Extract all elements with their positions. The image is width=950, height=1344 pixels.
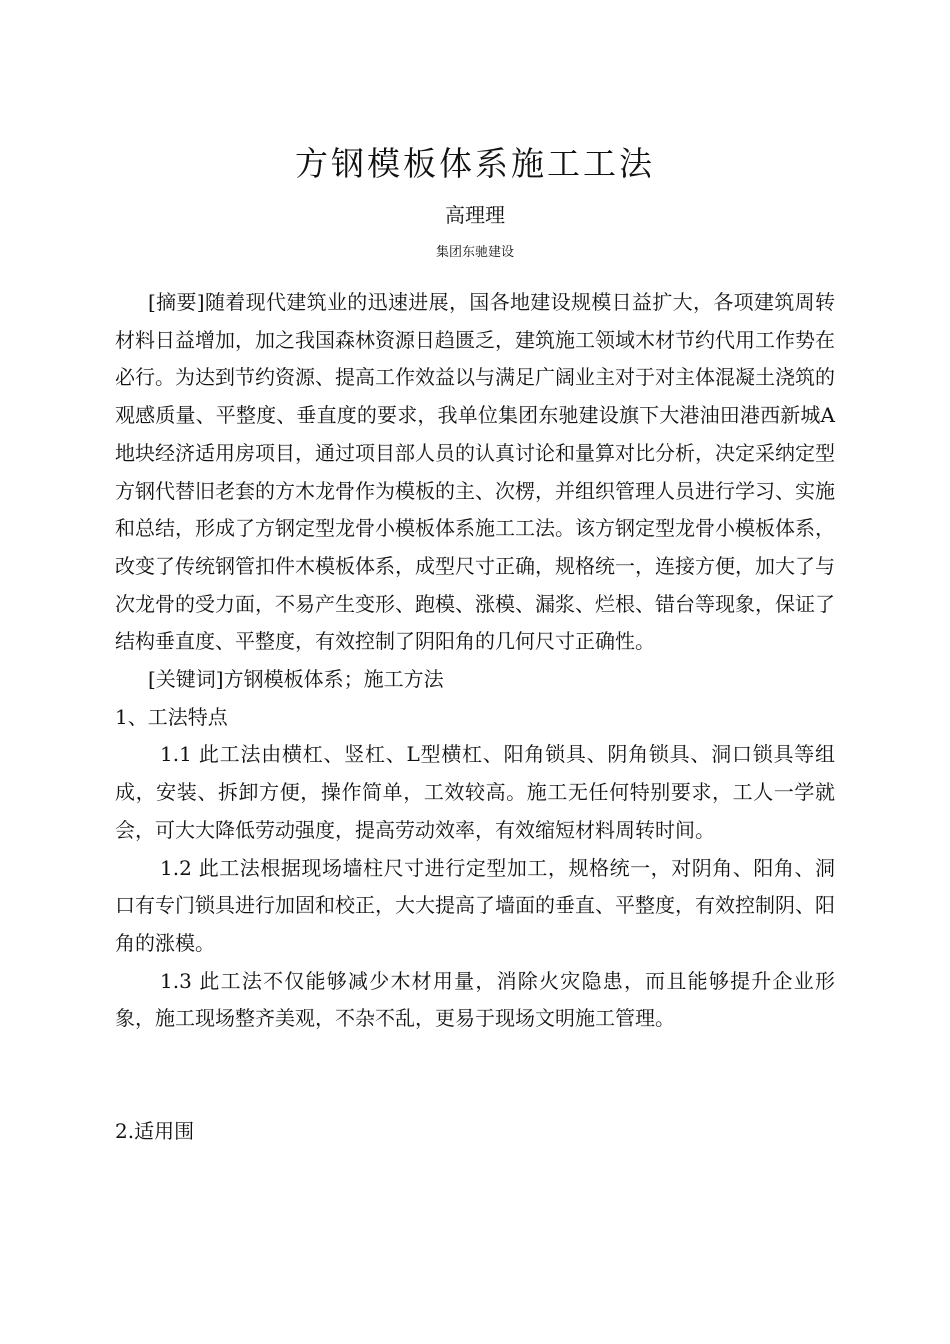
author-affiliation: 集团东驰建设 <box>435 245 514 260</box>
paragraph-1-3: 1.3 此工法不仅能够减少木材用量，消除火灾隐患，而且能够提升企业形象，施工现场整齐美观，不杂不乱，更易于现场文明施工管理。 <box>115 968 835 1031</box>
author-name: 高理理 <box>445 203 505 227</box>
document-body <box>115 284 835 1151</box>
paragraph-1-2: 1.2 此工法根据现场墙柱尺寸进行定型加工，规格统一，对阴角、阳角、洞口有专门锁具进行加固和校正，大大提高了墙面的垂直、平整度，有效控制阴、阳角的涨模。 <box>115 855 835 955</box>
abstract-paragraph: [摘要]随着现代建筑业的迅速进展，国各地建设规模日益扩大，各项建筑周转材料日益增加，加之我国森林资源日趋匮乏，建筑施工领域木材节约代用工作势在必行。为达到节约资源、提高工作效益以与满足广阔业主对于对主体混凝土浇筑的观感质量、平整度、垂直度的要求，我单位集团东驰建设旗下大港油田港西新城A地块经济适用房项目，通过项目部人员的认真讨论和量算对比分析，决定采纳定型方钢代替旧老套的方木龙骨作为模板的主、次楞，并组织管理人员进行学习、实施和总结，形成了方钢定型龙骨小模板体系施工工法。该方钢定型龙骨小模板体系，改变了传统钢管扣件木模板体系，成型尺寸正确，规格统一，连接方便，加大了与次龙骨的受力面，不易产生变形、跑模、涨模、漏浆、烂根、错台等现象，保证了结构垂直度、平整度，有效控制了阴阳角的几何尺寸正确性。 <box>115 290 835 654</box>
section-heading-2: 2.适用围 <box>115 1119 195 1144</box>
section-heading-1: 1、工法特点 <box>115 704 228 729</box>
section-spacer <box>115 1038 835 1113</box>
paragraph-1-1: 1.1 此工法由横杠、竖杠、L型横杠、阳角锁具、阴角锁具、洞口锁具等组成，安装、拆卸方便，操作简单，工效较高。施工无任何特别要求，工人一学就会，可大大降低劳动强度，提高劳动效率，有效缩短材料周转时间。 <box>115 742 835 842</box>
document-title: 方钢模板体系施工工法 <box>295 144 655 183</box>
keywords-line: [关键词]方钢模板体系；施工方法 <box>148 667 444 692</box>
